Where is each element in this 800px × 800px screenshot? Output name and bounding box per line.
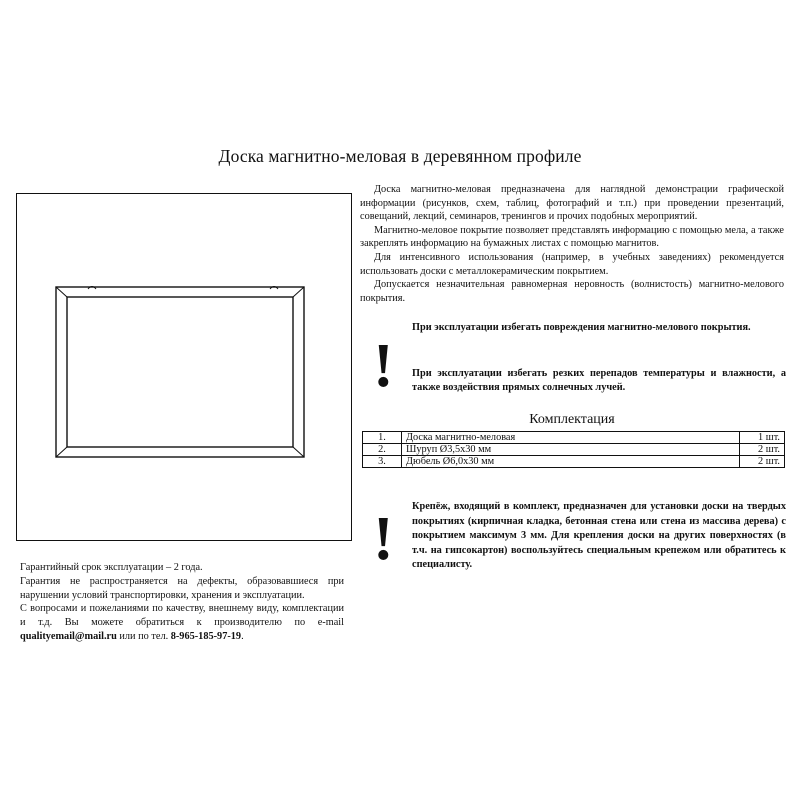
description-paragraph: Для интенсивного использования (например, в учебных заведениях) рекомендуется использовать доски с металлокерамическим покрытием. <box>360 251 784 277</box>
description-block <box>360 183 784 305</box>
kit-row-qty: 2 шт. <box>740 444 785 456</box>
warranty-period: Гарантийный срок эксплуатации – 2 года. <box>20 562 203 573</box>
corner-br <box>293 447 304 457</box>
contact-text: С вопросами и пожеланиями по качеству, внешнему виду, комплектации и т.д. Вы можете обратиться к производителю по e-mail <box>20 603 344 629</box>
kit-row-item: Шуруп Ø3,5х30 мм <box>402 444 740 456</box>
kit-row-qty: 2 шт. <box>740 456 785 468</box>
board-outer-frame <box>56 287 304 457</box>
corner-bl <box>56 447 67 457</box>
warning-damage: При эксплуатации избегать повреждения магнитно-мелового покрытия. <box>412 322 751 333</box>
page-title: Доска магнитно-меловая в деревянном профиле <box>218 146 582 166</box>
contact-email[interactable]: qualityemail@mail.ru <box>20 630 117 642</box>
kit-row-qty: 1 шт. <box>740 432 785 444</box>
contact-phone[interactable]: 8-965-185-97-19 <box>170 630 242 642</box>
kit-row-number: 3. <box>363 456 402 468</box>
board-illustration <box>50 281 310 461</box>
exclamation-icon: ! <box>373 332 394 400</box>
kit-row-item: Дюбель Ø6,0х30 мм <box>402 456 740 468</box>
description-paragraph: Доска магнитно-меловая предназначена для наглядной демонстрации графической информации (рисунков, схем, таблиц, фотографий и т.п.) при проведении презентаций, совещаний, лекций, семинаров, тренингов и прочих подобных мероприятий. <box>360 184 784 223</box>
corner-tr <box>293 287 304 297</box>
warning-climate: При эксплуатации избегать резких перепадов температуры и влажности, а также воздействия прямых солнечных лучей. <box>412 368 786 393</box>
warranty-exclusion: Гарантия не распространяется на дефекты, образовавшиеся при нарушении условий транспортировки, хранения и эксплуатации. <box>20 575 344 601</box>
description-paragraph: Допускается незначительная равномерная неровность (волнистость) магнитно-мелового покрытия. <box>360 279 784 304</box>
table-row <box>363 444 785 456</box>
table-row <box>363 432 785 444</box>
warranty-contact: С вопросами и пожеланиями по качеству, внешнему виду, комплектации и т.д. Вы можете обратиться к производителю по e-mail qualityemail@mail.ru или по тел. 8-965-185-97-19. <box>20 603 344 642</box>
kit-row-item: Доска магнитно-меловая <box>402 432 740 444</box>
fastener-note: Крепёж, входящий в комплект, предназначен для установки доски на твердых покрытиях (кирпичная кладка, бетонная стена или стена из массива дерева) с покрытием максимум 3 мм. Для крепления доски на других поверхностях (в т.ч. на гипсокартон) воспользуйтесь специальным крепежом или обратитесь к специалисту. <box>412 501 786 571</box>
exclamation-icon: ! <box>373 505 394 573</box>
board-surface <box>67 297 293 447</box>
table-row <box>363 456 785 468</box>
kit-table <box>362 431 785 468</box>
description-paragraph: Магнитно-меловое покрытие позволяет представлять информацию с помощью мела, а также закреплять информацию на бумажных листах с помощью магнитов. <box>360 224 784 250</box>
corner-tl <box>56 287 67 297</box>
kit-row-number: 1. <box>363 432 402 444</box>
kit-title: Комплектация <box>529 412 615 427</box>
kit-row-number: 2. <box>363 444 402 456</box>
contact-or-phone: или по тел. <box>119 630 169 642</box>
warranty-block <box>20 561 344 644</box>
